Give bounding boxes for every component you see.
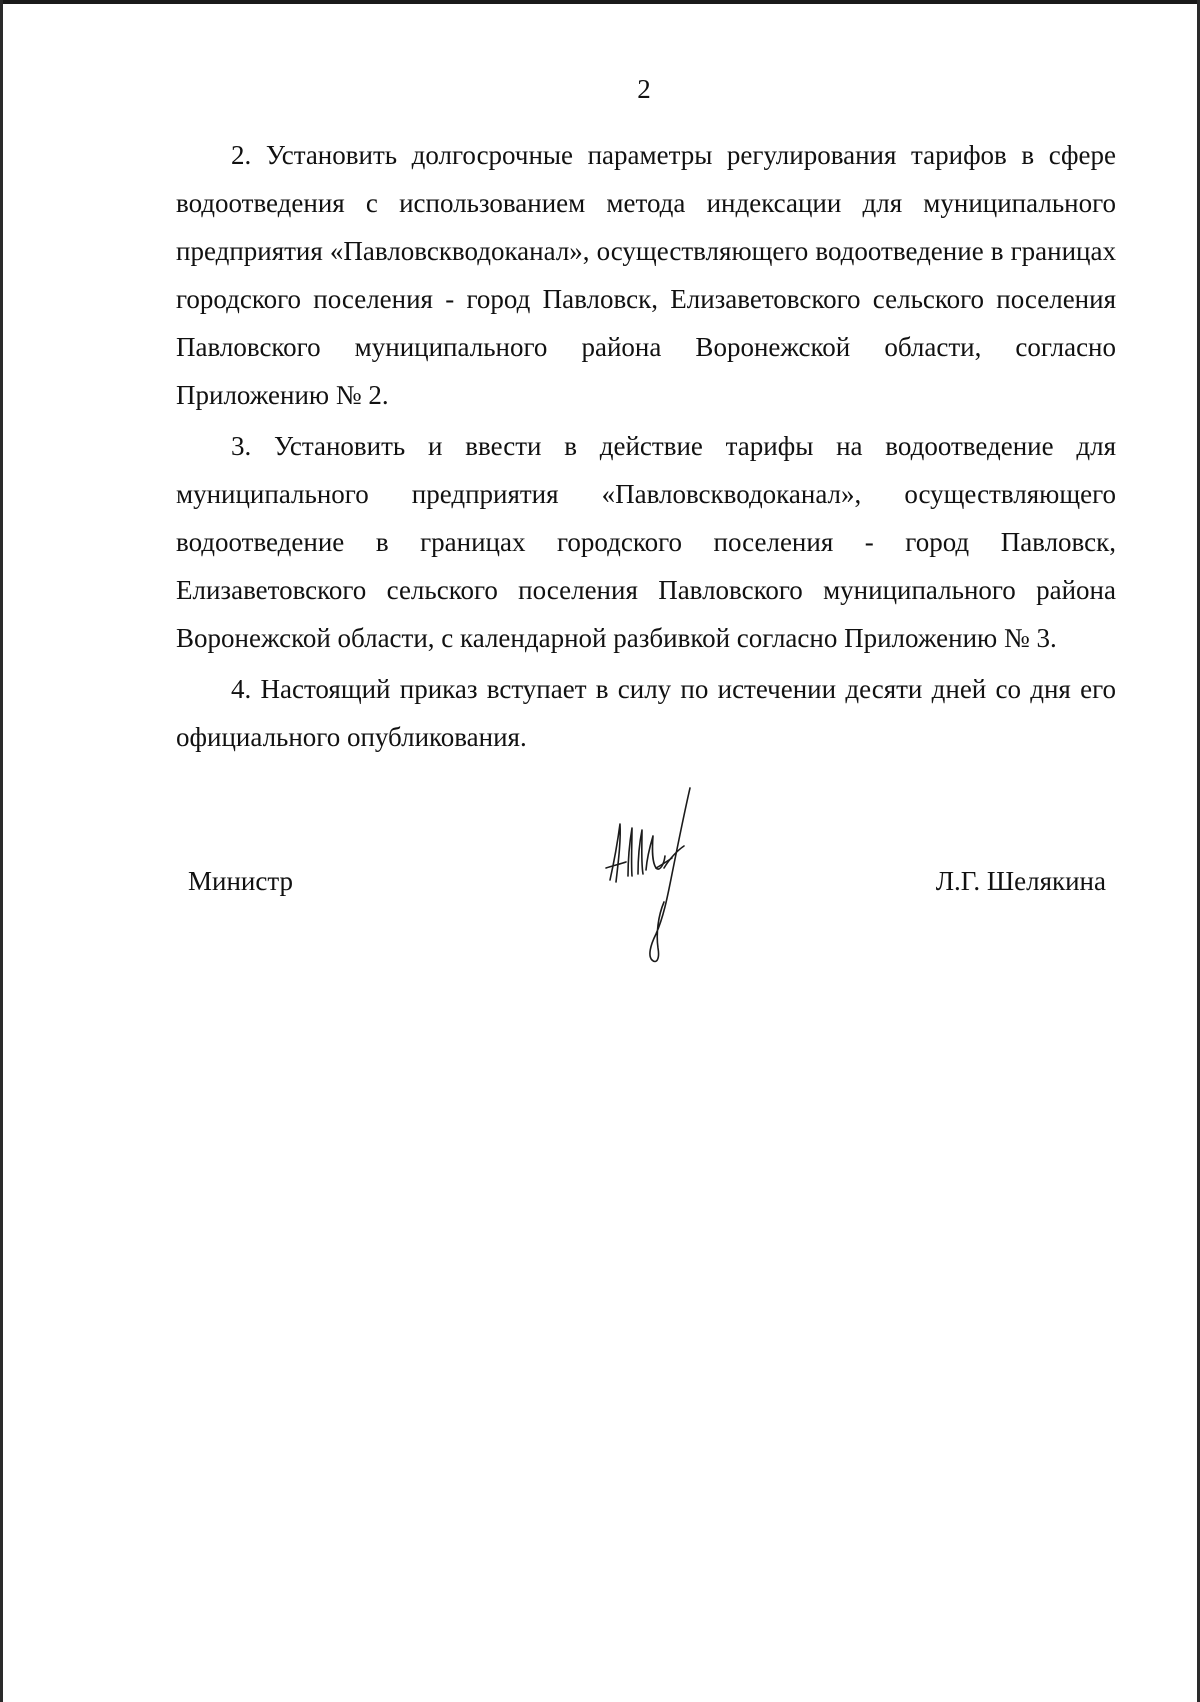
paragraph-2: 2. Установить долгосрочные параметры регулирования тарифов в сфере водоотведения с использованием метода индексации для муниципального предприятия «Павловскводоканал», осуществляющего водоотведение в границах городского поселения - город Павловск, Елизаветовского сельского поселения Павловского муниципального района Воронежской области, согласно Приложению № 2. [176, 140, 1116, 410]
document-body [176, 131, 1116, 761]
scan-border-left [0, 0, 3, 1702]
page-number: 2 [637, 74, 651, 104]
handwritten-signature [598, 784, 708, 966]
paragraph-4: 4. Настоящий приказ вступает в силу по истечении десяти дней со дня его официального опубликования. [176, 674, 1116, 752]
scan-border-top [0, 0, 1200, 4]
signatory-position: Министр [188, 866, 293, 896]
signatory-name: Л.Г. Шелякина [935, 866, 1106, 896]
paragraph-3: 3. Установить и ввести в действие тарифы на водоотведение для муниципального предприятия «Павловскводоканал», осуществляющего водоотведение в границах городского поселения - город Павловск, Елизаветовского сельского поселения Павловского муниципального района Воронежской области, с календарной разбивкой согласно Приложению № 3. [176, 431, 1116, 653]
